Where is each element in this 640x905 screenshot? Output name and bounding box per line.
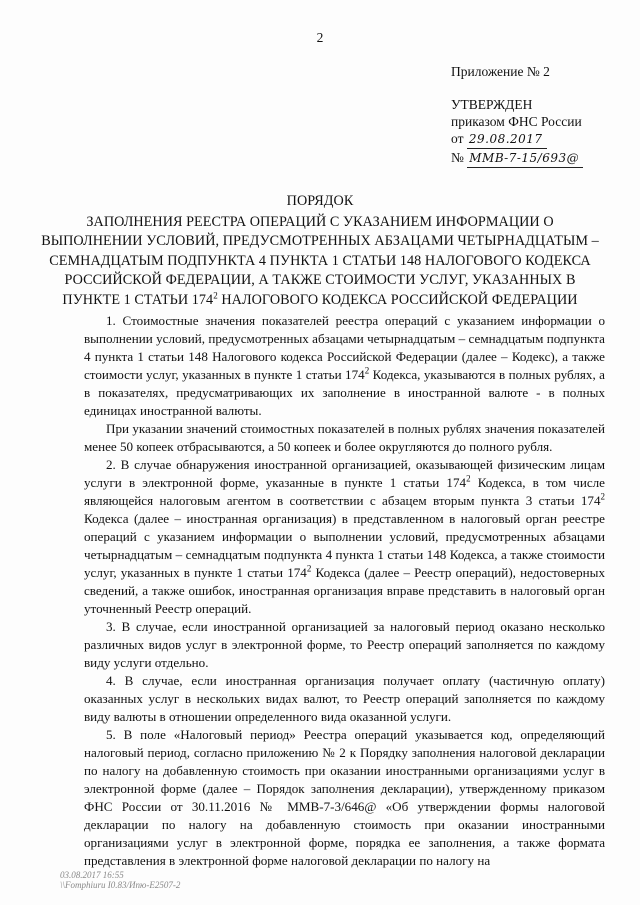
- title-line-2: ВЫПОЛНЕНИИ УСЛОВИЙ, ПРЕДУСМОТРЕННЫХ АБЗАЦАМИ ЧЕТЫРНАДЦАТЫМ –: [41, 233, 599, 249]
- paragraph-3-sup-1: 2: [466, 473, 471, 484]
- paragraph-6: [84, 726, 605, 870]
- paragraph-1-a: 1. Стоимостные значения показателей реестра операций с указанием информации о выполнении условий, предусмотренных абзацами четырнадцатым – семнадцатым подпункта 4 пункта 1 статьи 148 Налогового кодекса Российской Федерации (далее – Кодекс), а также стоимости услуг, указанных в пункте 1 статьи 174: [84, 313, 605, 382]
- approved-number-handwritten: ММВ-7-15/693@: [467, 150, 583, 168]
- approved-date-handwritten: 29.08.2017: [467, 131, 547, 149]
- paragraph-6-text: 5. В поле «Налоговый период» Реестра операций указывается код, определяющий налоговый период, согласно приложению № 2 к Порядку заполнения налоговой декларации по налогу на добавленную стоимость при оказании иностранными организациями услуг в электронной форме (далее – Порядок заполнения декларации), утвержденному приказом ФНС России от 30.11.2016 № ММВ-7-3/646@ «Об утверждении формы налоговой декларации по налогу на добавленную стоимость при оказании иностранными организациями услуг в электронной форме, порядка ее заполнения, а также формата представления в электронной форме налоговой декларации по налогу на: [84, 727, 605, 868]
- paragraph-2-text: При указании значений стоимостных показателей в полных рублях значения показателей менее 50 копеек отбрасываются, а 50 копеек и более округляются до полного рубля.: [84, 421, 605, 454]
- title-line-3: СЕМНАДЦАТЫМ ПОДПУНКТА 4 ПУНКТА 1 СТАТЬИ 148 НАЛОГОВОГО КОДЕКСА: [49, 252, 591, 269]
- paragraph-1: [84, 312, 605, 420]
- title-line-5: [30, 291, 610, 311]
- approved-number-prefix: №: [451, 150, 464, 165]
- paragraph-1-b: Кодекса, указываются в полных рублях, а в показателях, предусматривающих их заполнение в иностранной валюте - в полных единицах иностранной валюты.: [84, 367, 605, 418]
- title-line-5-a: ПУНКТЕ 1 СТАТЬИ 174: [62, 291, 214, 308]
- approved-number-line: [451, 149, 583, 168]
- approved-date-prefix: от: [451, 131, 464, 146]
- footer-line-1: 03.08.2017 16:55: [60, 870, 124, 880]
- footer-line-2: \\Fomphiuru I0.83/Иnю-Е2507-2: [60, 880, 181, 890]
- title-line-0: ПОРЯДОК: [286, 193, 354, 209]
- paragraph-3-sup-3: 2: [306, 563, 312, 574]
- paragraph-1-sup: 2: [364, 365, 370, 376]
- paragraph-3-c: Кодекса (далее – иностранная организация) в представленном в налоговый орган реестре операций с указанием информации о выполнении условий, предусмотренных абзацами четырнадцатым – семнадцатым подпункта 4 пункта 1 статьи 148 Кодекса, а также стоимости услуг, указанных в пункте 1 статьи 174: [84, 511, 605, 580]
- paragraph-3-sup-2: 2: [600, 491, 605, 502]
- document-body: [84, 312, 605, 870]
- approved-heading: УТВЕРЖДЕН: [451, 97, 533, 112]
- paragraph-3-d: Кодекса (далее – Реестр операций), недостоверных сведений, а также ошибок, иностранная организация вправе представить в налоговый орган уточненный Реестр операций.: [84, 565, 605, 616]
- title-line-5-b: НАЛОГОВОГО КОДЕКСА РОССИЙСКОЙ ФЕДЕРАЦИИ: [217, 291, 578, 308]
- paragraph-3-a: 2. В случае обнаружения иностранной организацией, оказывающей физическим лицам услуги в электронной форме, указанные в пункте 1 статьи 174: [84, 457, 605, 490]
- paragraph-5: [84, 672, 605, 726]
- paragraph-2: [84, 420, 605, 456]
- paragraph-5-text: 4. В случае, если иностранная организация получает оплату (частичную оплату) оказанных услуг в нескольких видах валют, то Реестр операций заполняется по каждому виду валюты в отношении определенного вида оказанной услуги.: [84, 673, 605, 724]
- approved-order-text: приказом ФНС России: [451, 114, 582, 129]
- paragraph-4: [84, 618, 605, 672]
- title-line-4: РОССИЙСКОЙ ФЕДЕРАЦИИ, А ТАКЖЕ СТОИМОСТИ УСЛУГ, УКАЗАННЫХ В: [64, 272, 576, 288]
- paragraph-3-b: Кодекса, в том числе являющейся налоговым агентом в соответствии с абзацем вторым пункта 3 статьи 174: [84, 475, 605, 508]
- footer-stamp: [60, 870, 180, 890]
- approval-stamp-block: [451, 96, 583, 168]
- title-line-1: ЗАПОЛНЕНИЯ РЕЕСТРА ОПЕРАЦИЙ С УКАЗАНИЕМ ИНФОРМАЦИИ О: [86, 213, 554, 230]
- approved-date-line: [451, 130, 583, 149]
- document-title: [30, 192, 610, 310]
- paragraph-4-text: 3. В случае, если иностранной организацией за налоговый период оказано несколько различных видов услуг в электронной форме, то Реестр операций заполняется по каждому виду услуги отдельно.: [84, 619, 605, 670]
- paragraph-3: [84, 456, 605, 618]
- appendix-label: Приложение № 2: [451, 64, 550, 79]
- page-number: 2: [316, 30, 324, 45]
- title-line-5-sup: 2: [213, 289, 218, 300]
